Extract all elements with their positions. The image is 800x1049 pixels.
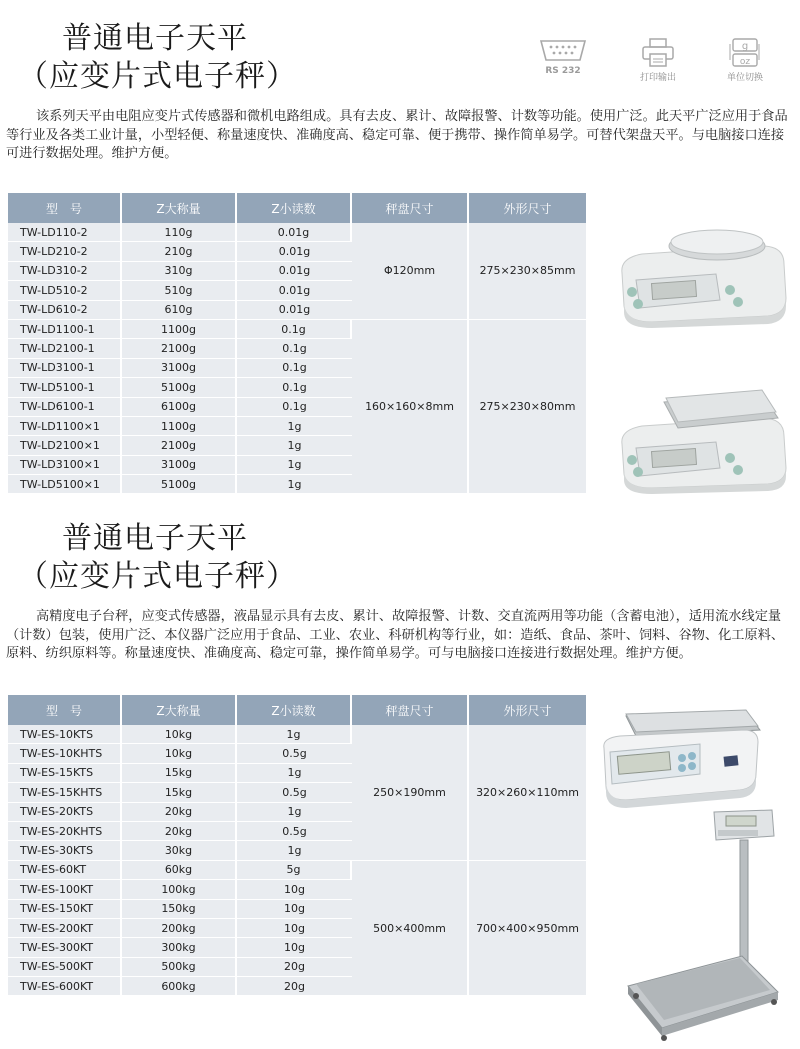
min-reading-cell: 5g [237,861,352,880]
min-reading-cell: 1g [237,841,352,860]
min-reading-cell: 1g [237,436,352,455]
model-cell: TW-ES-60KT [8,861,122,880]
model-cell: TW-ES-300KT [8,938,122,957]
platform-scale-image [622,806,782,1042]
feature-unit [710,38,780,83]
svg-text:oz: oz [739,57,751,67]
pan-size-cell: Φ120mm [352,223,469,320]
pan-size-cell: 250×190mm [352,725,469,861]
max-capacity-cell: 500kg [122,958,237,977]
max-capacity-cell: 60kg [122,861,237,880]
max-capacity-cell: 10kg [122,744,237,763]
model-cell: TW-ES-10KHTS [8,744,122,763]
bench-scale-image [596,708,766,808]
square-pan-balance-image [612,384,792,494]
table-row [8,320,586,339]
min-reading-cell: 0.5g [237,744,352,763]
max-capacity-cell: 300kg [122,938,237,957]
min-reading-cell: 0.1g [237,378,352,397]
min-reading-cell: 1g [237,475,352,494]
min-reading-cell: 1g [237,456,352,475]
max-capacity-cell: 5100g [122,378,237,397]
section2-table-body [8,725,586,996]
min-reading-cell: 10g [237,919,352,938]
unit-switch-icon [728,38,762,68]
header-pan-size: 秤盘尺寸 [352,193,469,223]
printer-icon [641,38,675,68]
min-reading-cell: 0.01g [237,301,352,320]
pan-size-cell: 500×400mm [352,861,469,997]
max-capacity-cell: 310g [122,262,237,281]
model-cell: TW-ES-10KTS [8,725,122,744]
max-capacity-cell: 10kg [122,725,237,744]
outer-size-cell: 320×260×110mm [469,725,586,861]
model-cell: TW-LD110-2 [8,223,122,242]
table-header-row [8,695,586,725]
max-capacity-cell: 2100g [122,339,237,358]
max-capacity-cell: 20kg [122,822,237,841]
table-header-row [8,193,586,223]
model-cell: TW-ES-15KTS [8,764,122,783]
max-capacity-cell: 6100g [122,398,237,417]
min-reading-cell: 1g [237,803,352,822]
section1-title: 普通电子天平 [62,21,248,56]
header-pan-size: 秤盘尺寸 [352,695,469,725]
model-cell: TW-LD3100×1 [8,456,122,475]
header-model: 型 号 [8,695,122,725]
section1-spec-table [8,193,586,494]
section2-subtitle: （应变片式电子秤） [18,559,297,594]
max-capacity-cell: 15kg [122,783,237,802]
min-reading-cell: 0.5g [237,822,352,841]
max-capacity-cell: 3100g [122,359,237,378]
table-row [8,725,586,744]
max-capacity-cell: 1100g [122,320,237,339]
min-reading-cell: 10g [237,938,352,957]
header-outer-size: 外形尺寸 [469,193,586,223]
min-reading-cell: 1g [237,417,352,436]
header-min-reading: Z小读数 [237,193,352,223]
max-capacity-cell: 200kg [122,919,237,938]
max-capacity-cell: 1100g [122,417,237,436]
rs232-label: RS 232 [545,66,581,76]
outer-size-cell: 700×400×950mm [469,861,586,997]
min-reading-cell: 0.5g [237,783,352,802]
min-reading-cell: 0.01g [237,223,352,242]
min-reading-cell: 0.01g [237,242,352,261]
min-reading-cell: 0.1g [237,320,352,339]
min-reading-cell: 10g [237,900,352,919]
model-cell: TW-LD5100-1 [8,378,122,397]
model-cell: TW-LD6100-1 [8,398,122,417]
min-reading-cell: 20g [237,977,352,996]
min-reading-cell: 0.1g [237,398,352,417]
min-reading-cell: 1g [237,725,352,744]
feature-rs232 [528,38,598,76]
header-min-reading: Z小读数 [237,695,352,725]
model-cell: TW-ES-100KT [8,880,122,899]
outer-size-cell: 275×230×85mm [469,223,586,320]
min-reading-cell: 0.01g [237,262,352,281]
model-cell: TW-ES-150KT [8,900,122,919]
min-reading-cell: 0.01g [237,281,352,300]
model-cell: TW-LD5100×1 [8,475,122,494]
feature-print [623,38,693,83]
model-cell: TW-LD610-2 [8,301,122,320]
max-capacity-cell: 30kg [122,841,237,860]
section1-subtitle: （应变片式电子秤） [18,59,297,94]
print-label: 打印输出 [639,73,676,83]
header-outer-size: 外形尺寸 [469,695,586,725]
max-capacity-cell: 210g [122,242,237,261]
outer-size-cell: 275×230×80mm [469,320,586,495]
max-capacity-cell: 3100g [122,456,237,475]
min-reading-cell: 20g [237,958,352,977]
min-reading-cell: 0.1g [237,359,352,378]
max-capacity-cell: 20kg [122,803,237,822]
header-max-capacity: Z大称量 [122,193,237,223]
model-cell: TW-LD1100×1 [8,417,122,436]
model-cell: TW-ES-500KT [8,958,122,977]
model-cell: TW-ES-15KHTS [8,783,122,802]
pan-size-cell: 160×160×8mm [352,320,469,495]
max-capacity-cell: 610g [122,301,237,320]
model-cell: TW-LD1100-1 [8,320,122,339]
model-cell: TW-LD210-2 [8,242,122,261]
section1-table-body [8,223,586,494]
section2-spec-table [8,695,586,996]
max-capacity-cell: 15kg [122,764,237,783]
model-cell: TW-LD510-2 [8,281,122,300]
model-cell: TW-ES-600KT [8,977,122,996]
section2-title: 普通电子天平 [62,521,248,556]
max-capacity-cell: 2100g [122,436,237,455]
svg-text:g: g [741,41,749,52]
feature-icons [528,38,790,98]
model-cell: TW-ES-200KT [8,919,122,938]
max-capacity-cell: 100kg [122,880,237,899]
header-max-capacity: Z大称量 [122,695,237,725]
model-cell: TW-LD2100-1 [8,339,122,358]
max-capacity-cell: 510g [122,281,237,300]
model-cell: TW-LD3100-1 [8,359,122,378]
model-cell: TW-ES-20KTS [8,803,122,822]
unit-label: 单位切换 [726,73,763,83]
max-capacity-cell: 5100g [122,475,237,494]
min-reading-cell: 0.1g [237,339,352,358]
max-capacity-cell: 110g [122,223,237,242]
section2-description: 高精度电子台秤，应变式传感器，液晶显示具有去皮、累计、故障报警、计数、交直流两用等功能（含蓄电池），适用流水线定量（计数）包装，使用广泛、本仪器广泛应用于食品、工业、农业、科研机构等行业，如：造纸、食品、茶叶、饲料、谷物、化工原料、原料、纺织原料等。称量速度快、准确度高、稳定可靠，操作简单易学。可与电脑接口连接进行数据处理。维护方便。 [6,609,785,661]
rs232-port-icon [537,38,589,64]
model-cell: TW-ES-20KHTS [8,822,122,841]
max-capacity-cell: 150kg [122,900,237,919]
table-row [8,223,586,242]
round-pan-balance-image [612,218,792,328]
model-cell: TW-LD310-2 [8,262,122,281]
section1-description: 该系列天平由电阻应变片式传感器和微机电路组成。具有去皮、累计、故障报警、计数等功能。使用广泛。此天平广泛应用于食品等行业及各类工业计量，小型轻便、称量速度快、准确度高、稳定可靠、便于携带、操作简单易学。可替代架盘天平。与电脑接口连接可进行数据处理。维护方便。 [6,109,788,161]
header-model: 型 号 [8,193,122,223]
min-reading-cell: 10g [237,880,352,899]
min-reading-cell: 1g [237,764,352,783]
max-capacity-cell: 600kg [122,977,237,996]
model-cell: TW-ES-30KTS [8,841,122,860]
table-row [8,861,586,880]
model-cell: TW-LD2100×1 [8,436,122,455]
